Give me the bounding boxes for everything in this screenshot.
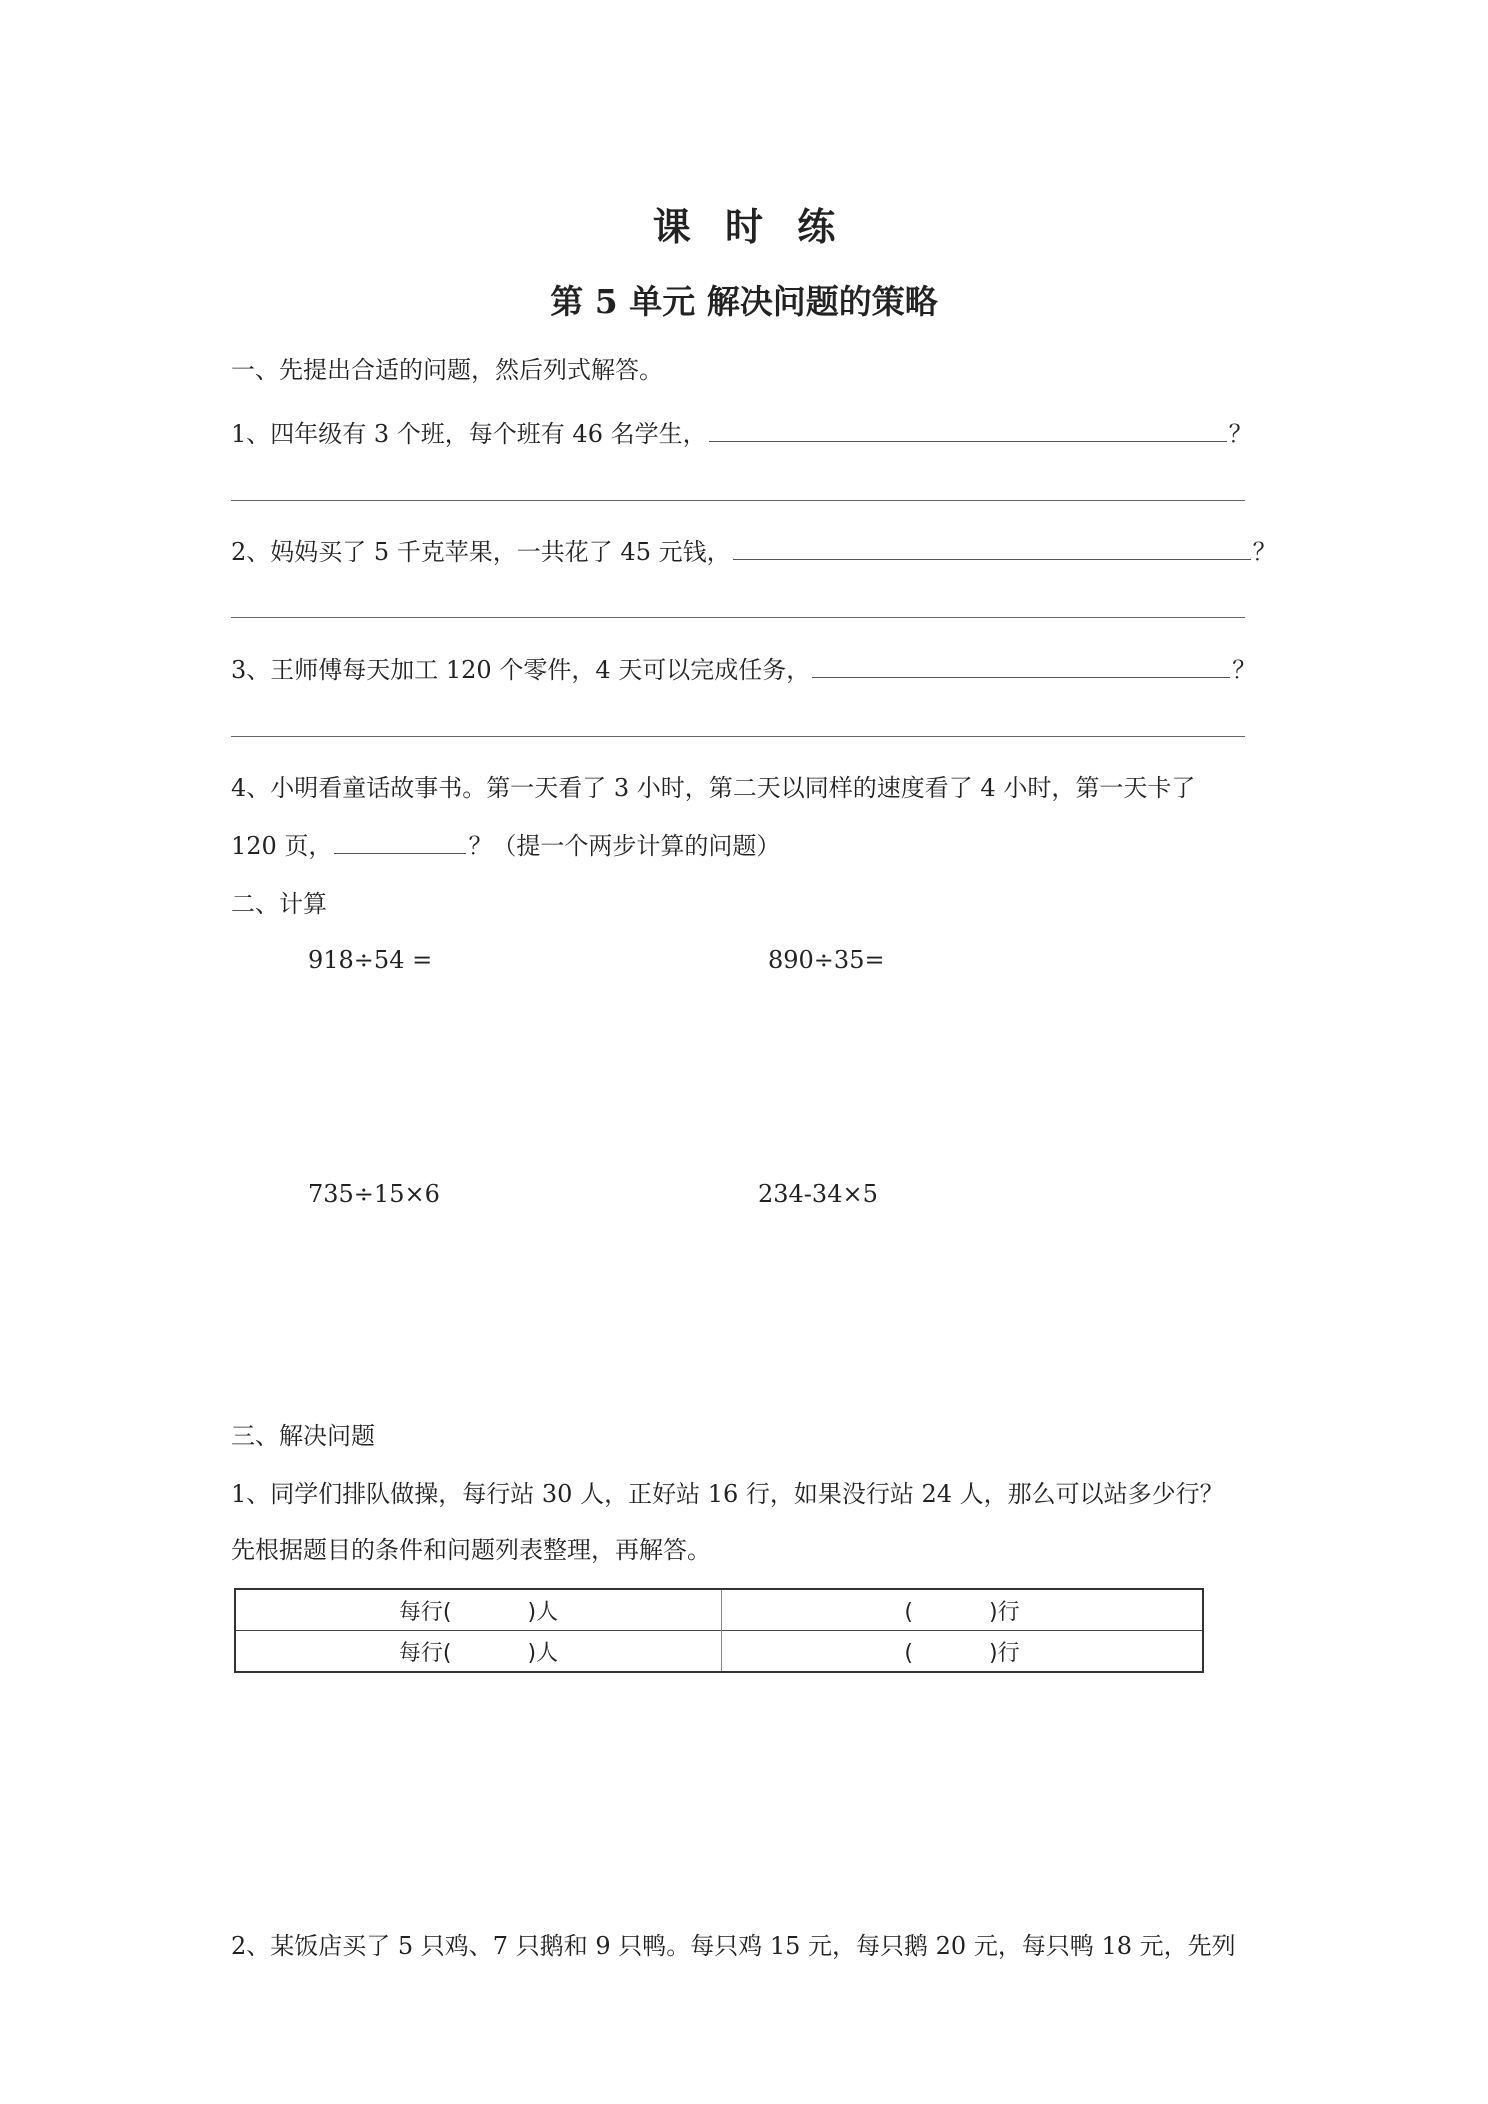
question-mark: ？ — [1232, 656, 1257, 684]
cell-label: )行 — [989, 1599, 1020, 1625]
answer-blank[interactable] — [812, 676, 1230, 678]
section1-heading: 一、先提出合适的问题，然后列式解答。 — [231, 356, 663, 384]
section3-heading: 三、解决问题 — [231, 1422, 375, 1450]
problem-2-line1: 2、某饭店买了 5 只鸡、7 只鹅和 9 只鸭。每只鸡 15 元，每只鹅 20 元，每只鸭 18 元，先列 — [231, 1932, 1236, 1960]
calc-item: 918÷54 = — [308, 946, 433, 974]
table-cell[interactable] — [722, 1631, 1204, 1673]
table-cell[interactable] — [235, 1589, 722, 1631]
table-row — [235, 1589, 1203, 1631]
question-mark: ？ — [1252, 538, 1277, 566]
cell-label: ( — [904, 1599, 913, 1625]
cell-label: )人 — [527, 1640, 559, 1666]
page-title — [0, 196, 1488, 251]
question-2 — [231, 532, 1277, 567]
calc-item: 890÷35= — [768, 946, 885, 974]
question-3-text: 3、王师傅每天加工 120 个零件，4 天可以完成任务， — [231, 656, 811, 684]
cell-label: ( — [904, 1640, 913, 1666]
answer-blank[interactable] — [709, 440, 1227, 442]
table-cell[interactable] — [722, 1589, 1204, 1631]
answer-line[interactable] — [231, 500, 1245, 501]
problem-1-line2: 先根据题目的条件和问题列表整理，再解答。 — [231, 1536, 711, 1564]
unit-title: 第 5 单元 解决问题的策略 — [550, 282, 938, 321]
question-3 — [231, 650, 1256, 685]
question-4-line1: 4、小明看童话故事书。第一天看了 3 小时，第二天以同样的速度看了 4 小时，第一天卡了 — [231, 774, 1196, 802]
cell-label: )行 — [989, 1640, 1020, 1666]
problem-1-line1: 1、同学们排队做操，每行站 30 人，正好站 16 行，如果没行站 24 人，那么可以站多少行？ — [231, 1480, 1224, 1508]
organize-table — [234, 1588, 1204, 1673]
answer-blank[interactable] — [733, 558, 1251, 560]
answer-line[interactable] — [231, 736, 1245, 737]
table-row — [235, 1631, 1203, 1673]
table-cell[interactable] — [235, 1631, 722, 1673]
question-1-text: 1、四年级有 3 个班，每个班有 46 名学生， — [231, 420, 707, 448]
section2-heading: 二、计算 — [231, 890, 327, 918]
cell-label: 每行( — [398, 1640, 452, 1666]
cell-label: )人 — [527, 1599, 559, 1625]
question-4-end: ？（提一个两步计算的问题） — [468, 832, 781, 860]
question-4-line2 — [231, 826, 780, 861]
title-char: 课 — [652, 204, 691, 249]
title-char: 时 — [724, 204, 763, 249]
question-mark: ？ — [1228, 420, 1253, 448]
answer-line[interactable] — [231, 617, 1245, 618]
cell-label: 每行( — [398, 1599, 452, 1625]
question-1 — [231, 414, 1253, 449]
answer-blank[interactable] — [334, 852, 466, 854]
question-2-text: 2、妈妈买了 5 千克苹果，一共花了 45 元钱， — [231, 538, 731, 566]
title-char: 练 — [797, 204, 836, 249]
question-4-start: 120 页， — [231, 832, 333, 860]
calc-item: 234-34×5 — [758, 1180, 878, 1208]
calc-item: 735÷15×6 — [308, 1180, 440, 1208]
